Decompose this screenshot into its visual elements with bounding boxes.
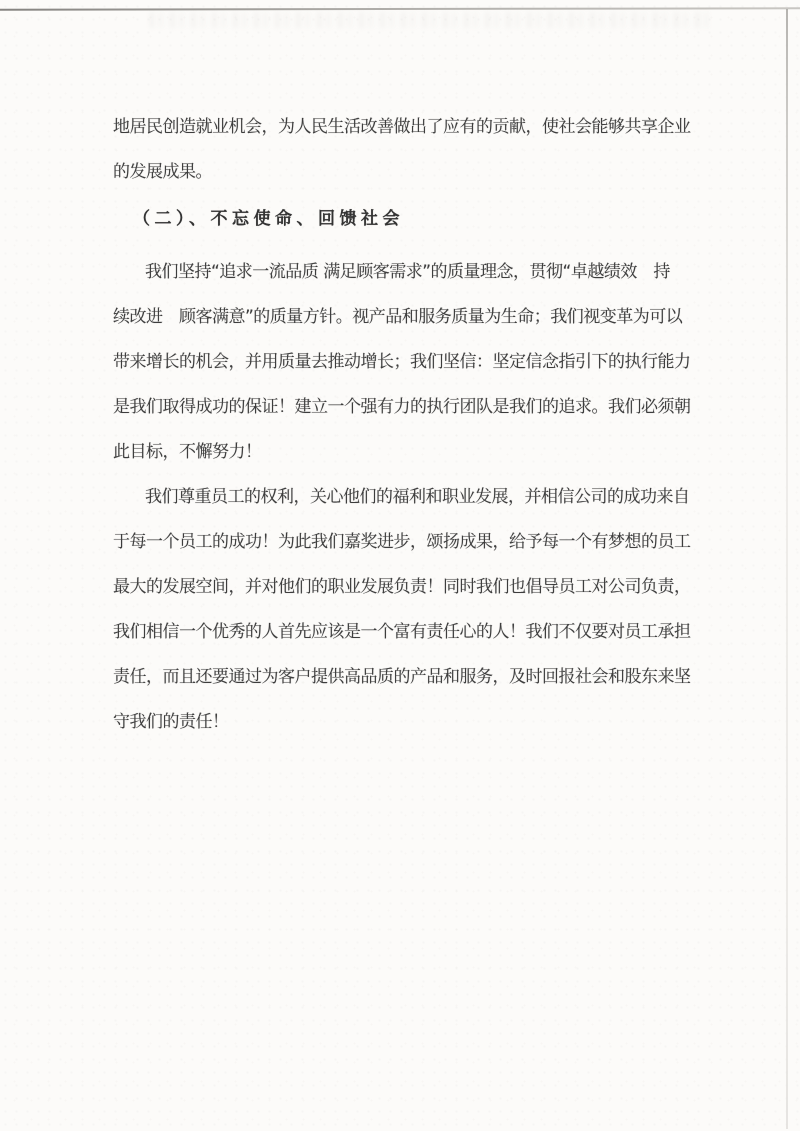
scan-right-edge-line bbox=[786, 9, 788, 1129]
text-line: 的发展成果。 bbox=[113, 162, 212, 182]
text-line: 续改进 顾客满意”的质量方针。视产品和服务质量为生命；我们视变革为可以 bbox=[113, 307, 683, 327]
scan-bleed-smudge bbox=[150, 12, 710, 28]
paragraph-development-contribution bbox=[113, 105, 713, 195]
text-line: 我们坚持“追求一流品质 满足顾客需求”的质量理念，贯彻“卓越绩效 持 bbox=[145, 262, 670, 282]
section-heading: （二）、不忘使命、回馈社会 bbox=[133, 209, 404, 229]
text-line: 此目标，不懈努力！ bbox=[113, 442, 262, 462]
document-body bbox=[113, 105, 713, 745]
text-line: 于每一个员工的成功！为此我们嘉奖进步，颂扬成果，给予每一个有梦想的员工 bbox=[113, 532, 691, 552]
scan-top-edge-line bbox=[0, 7, 800, 10]
paragraph-quality-belief bbox=[113, 250, 713, 475]
text-line: 带来增长的机会，并用质量去推动增长；我们坚信：坚定信念指引下的执行能力 bbox=[113, 352, 691, 372]
text-line: 我们尊重员工的权利，关心他们的福利和职业发展，并相信公司的成功来自 bbox=[145, 487, 690, 507]
text-line: 我们相信一个优秀的人首先应该是一个富有责任心的人！我们不仅要对员工承担 bbox=[113, 622, 691, 642]
text-line: 责任，而且还要通过为客户提供高品质的产品和服务，及时回报社会和股东来坚 bbox=[113, 667, 691, 687]
text-line: 是我们取得成功的保证！建立一个强有力的执行团队是我们的追求。我们必须朝 bbox=[113, 397, 691, 417]
text-line: 地居民创造就业机会，为人民生活改善做出了应有的贡献，使社会能够共享企业 bbox=[113, 117, 691, 137]
text-line: 最大的发展空间，并对他们的职业发展负责！同时我们也倡导员工对公司负责， bbox=[113, 577, 691, 597]
text-line: 守我们的责任！ bbox=[113, 712, 229, 732]
paragraph-employee-responsibility bbox=[113, 475, 713, 745]
